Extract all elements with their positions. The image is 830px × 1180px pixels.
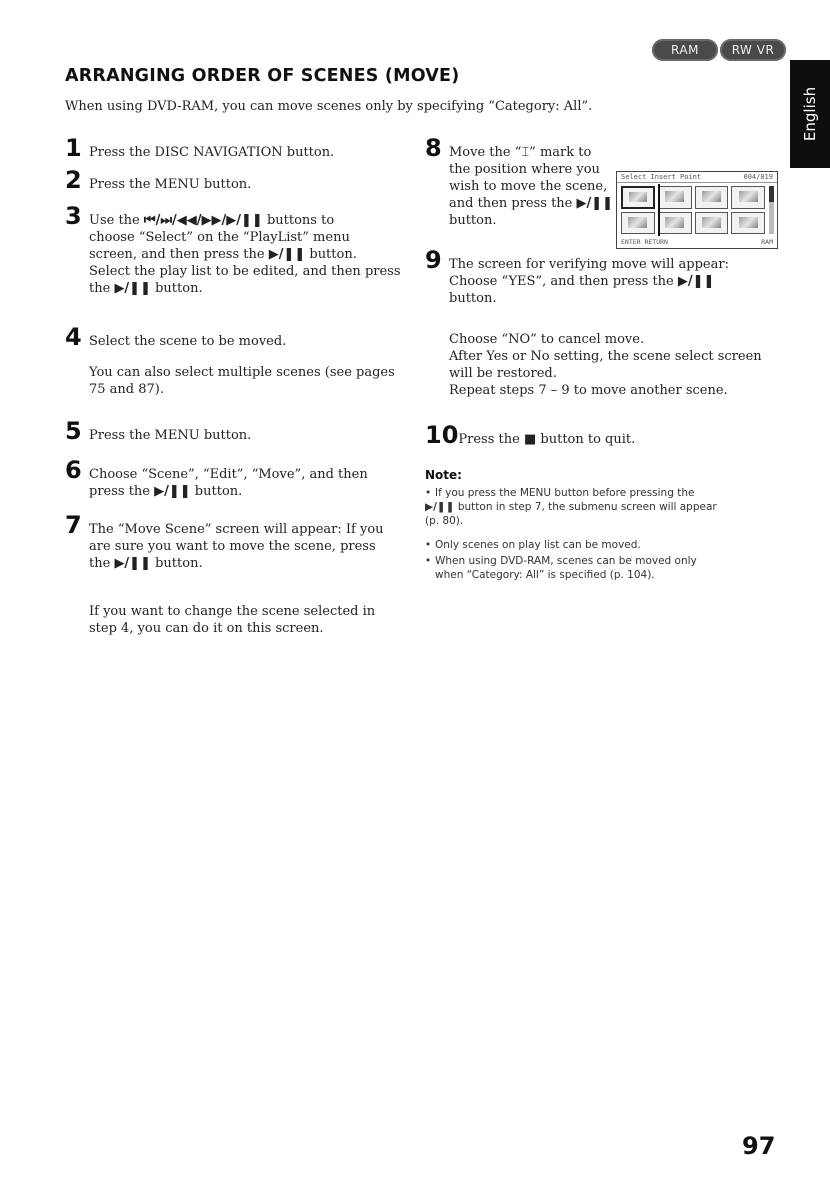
screen-footer xyxy=(621,238,773,246)
step-text-part: button. xyxy=(305,247,357,262)
scene-thumbnail xyxy=(658,212,692,235)
page-title: ARRANGING ORDER OF SCENES (MOVE) xyxy=(65,66,460,86)
note-line: button in step 7, the submenu screen will appear xyxy=(454,501,717,513)
step-text: Press the MENU button. xyxy=(89,428,252,443)
step-text-part: the position where you xyxy=(449,162,600,177)
skip-rewind-ff-play-buttons-icon: ⏮/⏭/◀◀/▶▶/▶/❚❚ xyxy=(143,213,263,228)
note-line: will be restored. xyxy=(449,366,557,381)
insert-point-screen xyxy=(616,171,778,249)
step-text-part: The screen for verifying move will appear: xyxy=(449,257,729,272)
rw-vr-disc-tag: RW VR xyxy=(720,39,786,61)
step-2 xyxy=(65,166,395,194)
step-4 xyxy=(65,323,395,351)
note-item: • If you press the MENU button before pressing the ▶/❚❚ button in step 7, the submenu screen will appear (p. 80). xyxy=(425,487,717,527)
step-text-part: wish to move the scene, xyxy=(449,179,608,194)
step-number: 10 xyxy=(425,421,459,449)
step-text: Press the DISC NAVIGATION button. xyxy=(89,145,335,160)
step-text-part: Choose “YES”, and then press the xyxy=(449,274,678,289)
step-number: 6 xyxy=(65,456,82,484)
note-line: when “Category: All” is specified (p. 104). xyxy=(435,569,655,581)
step-text: Press the MENU button. xyxy=(89,177,252,192)
note-line: Choose “NO” to cancel move. xyxy=(449,332,645,347)
step-text-part: button. xyxy=(150,281,203,296)
note-line: If you want to change the scene selected in xyxy=(89,604,376,619)
step-text-part: button. xyxy=(190,484,243,499)
step-text-part: choose “Select” on the “PlayList” menu xyxy=(89,230,350,245)
note-line: step 4, you can do it on this screen. xyxy=(89,621,324,636)
step-8 xyxy=(425,134,615,229)
step-text-part: and then press the xyxy=(449,196,577,211)
language-side-tab xyxy=(790,60,830,168)
step-text-part: The “Move Scene” screen will appear: If you xyxy=(89,522,384,537)
page-number: 97 xyxy=(742,1132,776,1160)
screen-disc-badge: RAM xyxy=(761,238,773,246)
step-text xyxy=(65,466,410,500)
screen-counter: 004/019 xyxy=(743,173,773,181)
note-item: • When using DVD-RAM, scenes can be moved only when “Category: All” is specified (p. 104). xyxy=(425,555,697,581)
step-5 xyxy=(65,417,395,445)
step-number: 2 xyxy=(65,166,82,194)
step-number: 5 xyxy=(65,417,82,445)
step-number: 3 xyxy=(65,202,82,230)
step-text-part: screen, and then press the xyxy=(89,247,269,262)
screen-scrollbar xyxy=(769,186,774,234)
step-10 xyxy=(425,421,785,449)
play-pause-icon: ▶/❚❚ xyxy=(114,281,151,296)
play-pause-icon: ▶/❚❚ xyxy=(677,274,715,289)
step-text-part: button. xyxy=(449,291,497,306)
ram-disc-tag: RAM xyxy=(652,39,718,61)
step-text xyxy=(425,256,785,307)
note-line: 75 and 87). xyxy=(89,382,164,397)
step-number: 9 xyxy=(425,246,442,274)
step-text-part: Press the xyxy=(458,432,524,447)
scene-thumbnail xyxy=(695,186,729,209)
scene-thumbnail xyxy=(621,212,655,235)
scene-thumbnail xyxy=(621,186,655,209)
intro-text: When using DVD-RAM, you can move scenes only by specifying “Category: All”. xyxy=(65,99,593,114)
play-pause-icon: ▶/❚❚ xyxy=(268,247,306,262)
screen-footer-hint: ENTER RETURN xyxy=(621,238,668,246)
play-pause-icon: ▶/❚❚ xyxy=(114,556,151,571)
step-text-part: button. xyxy=(150,556,203,571)
step-text-part: Choose “Scene”, “Edit”, “Move”, and then xyxy=(89,467,368,482)
step-text: Select the scene to be moved. xyxy=(89,334,287,349)
note-line: If you press the MENU button before pressing the xyxy=(435,487,695,499)
step-6 xyxy=(65,456,410,500)
step-4-note xyxy=(89,364,419,398)
step-1 xyxy=(65,134,395,162)
step-number: 8 xyxy=(425,134,442,162)
step-text-part: Use the xyxy=(89,213,140,228)
step-text-part: are sure you want to move the scene, press xyxy=(89,539,376,554)
step-text-part: Move the “⌶” mark to xyxy=(449,145,592,160)
step-text-part: the xyxy=(89,556,115,571)
scene-thumbnail xyxy=(658,186,692,209)
scene-thumbnail xyxy=(695,212,729,235)
step-9 xyxy=(425,246,785,307)
note-line: (p. 80). xyxy=(425,515,464,527)
screen-title-bar xyxy=(617,172,777,183)
scene-thumbnail xyxy=(731,186,765,209)
screen-title: Select Insert Point xyxy=(621,173,702,181)
note-item: • Only scenes on play list can be moved. xyxy=(425,539,641,551)
step-text-part: button to quit. xyxy=(536,432,636,447)
step-7 xyxy=(65,511,410,572)
note-line: Only scenes on play list can be moved. xyxy=(435,539,641,551)
step-text xyxy=(65,521,410,572)
note-line: When using DVD-RAM, scenes can be moved only xyxy=(435,555,697,567)
note-line: After Yes or No setting, the scene select screen xyxy=(449,349,762,364)
note-line: Repeat steps 7 – 9 to move another scene. xyxy=(449,383,728,398)
scene-thumbnail-grid xyxy=(621,186,765,234)
language-label: English xyxy=(801,86,819,142)
scene-thumbnail xyxy=(731,212,765,235)
note-heading: Note: xyxy=(425,468,462,482)
play-pause-icon: ▶/❚❚ xyxy=(154,484,191,499)
insert-point-marker-icon xyxy=(658,184,660,236)
step-3 xyxy=(65,202,410,297)
step-text xyxy=(65,212,410,297)
step-number: 4 xyxy=(65,323,82,351)
step-number: 7 xyxy=(65,511,82,539)
step-text-part: button. xyxy=(449,213,497,228)
step-text-part: buttons to xyxy=(262,213,335,228)
play-pause-icon: ▶/❚❚ xyxy=(425,501,455,513)
note-line: You can also select multiple scenes (see pages xyxy=(89,365,395,380)
step-text-part: press the xyxy=(89,484,155,499)
play-pause-icon: ▶/❚❚ xyxy=(576,196,614,211)
stop-icon: ■ xyxy=(523,432,537,447)
step-text-part: the xyxy=(89,281,115,296)
step-text-part: Select the play list to be edited, and then press xyxy=(89,264,401,279)
step-number: 1 xyxy=(65,134,82,162)
step-7-note xyxy=(89,603,419,637)
step-9-note xyxy=(449,331,789,399)
step-text xyxy=(425,144,615,229)
